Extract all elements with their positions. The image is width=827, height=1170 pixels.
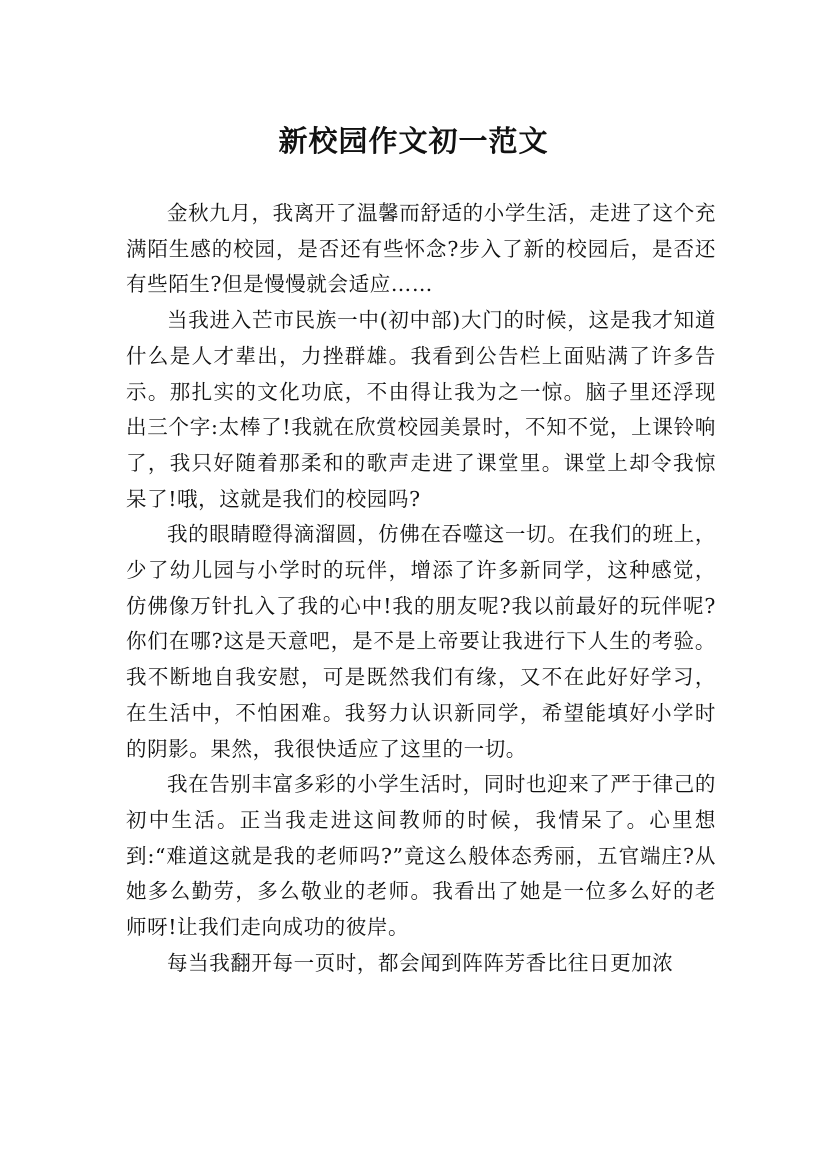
paragraph-2: 当我进入芒市民族一中(初中部)大门的时候，这是我才知道什么是人才辈出，力挫群雄。我看到公告栏上面贴满了许多告示。那扎实的文化功底，不由得让我为之一惊。脑子里还浮现出三个字:太棒了!我就在欣赏校园美景时，不知不觉，上课铃响了，我只好随着那柔和的歌声走进了课堂里。课堂上却令我惊呆了!哦，这就是我们的校园吗? <box>126 308 716 511</box>
document-body <box>126 196 716 981</box>
paragraph-3: 我的眼睛瞪得滴溜圆，仿佛在吞噬这一切。在我们的班上，少了幼儿园与小学时的玩伴，增添了许多新同学，这种感觉，仿佛像万针扎入了我的心中!我的朋友呢?我以前最好的玩伴呢?你们在哪?这是天意吧，是不是上帝要让我进行下人生的考验。我不断地自我安慰，可是既然我们有缘，又不在此好好学习，在生活中，不怕困难。我努力认识新同学，希望能填好小学时的阴影。果然，我很快适应了这里的一切。 <box>126 522 716 761</box>
document-title: 新校园作文初一范文 <box>278 124 549 159</box>
paragraph-1: 金秋九月，我离开了温馨而舒适的小学生活，走进了这个充满陌生感的校园，是否还有些怀念?步入了新的校园后，是否还有些陌生?但是慢慢就会适应…… <box>126 201 716 297</box>
paragraph-5: 每当我翻开每一页时，都会闻到阵阵芳香比往日更加浓 <box>167 950 674 975</box>
paragraph-4: 我在告别丰富多彩的小学生活时，同时也迎来了严于律己的初中生活。正当我走进这间教师的时候，我情呆了。心里想到:“难道这就是我的老师吗?”竟这么般体态秀丽，五官端庄?从她多么勤劳，多么敬业的老师。我看出了她是一位多么好的老师呀!让我们走向成功的彼岸。 <box>126 772 716 940</box>
